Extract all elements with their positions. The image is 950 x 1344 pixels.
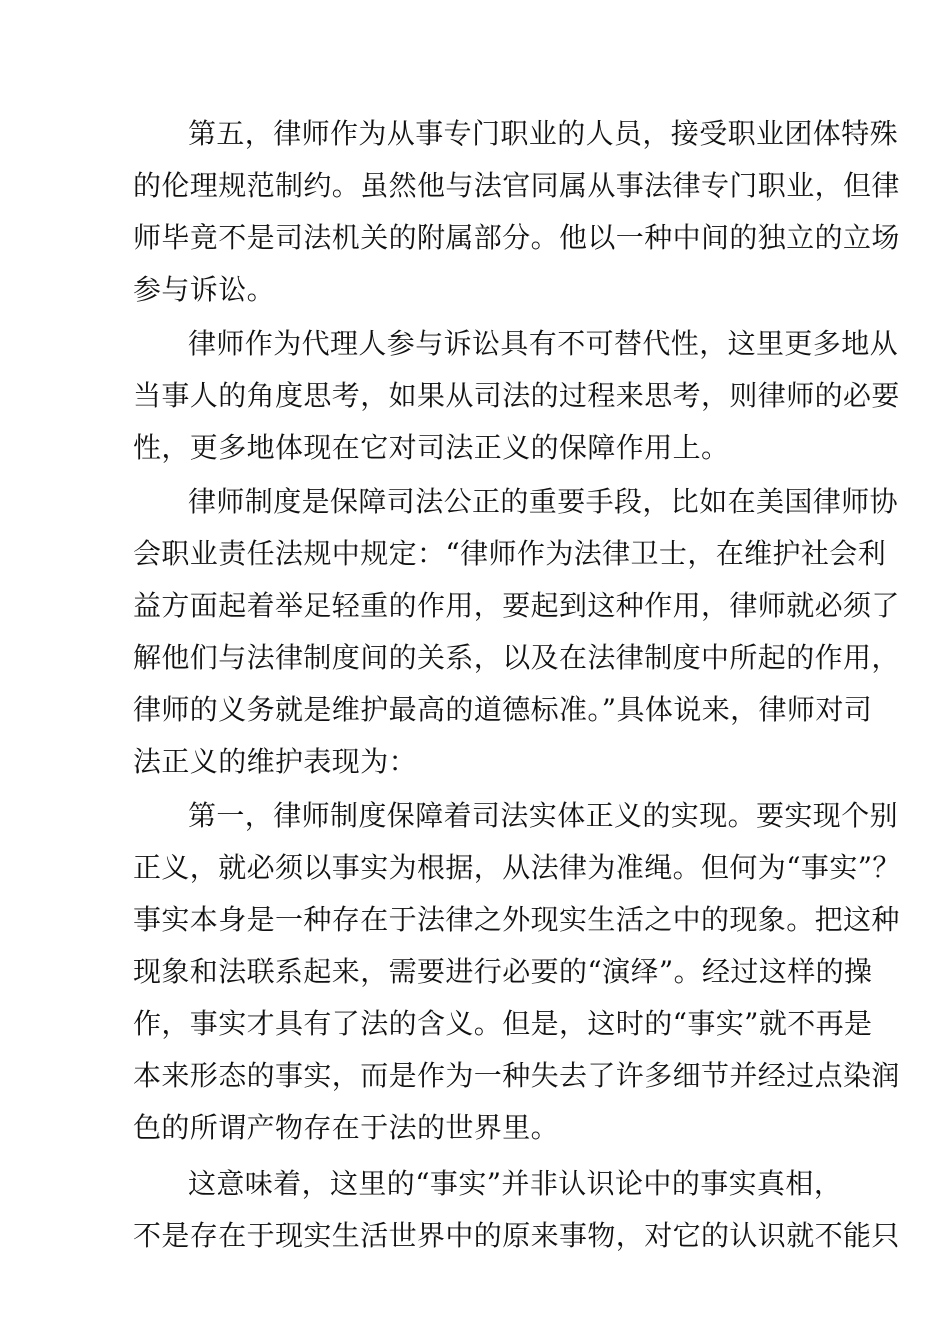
paragraph-2-line-1 <box>0 320 950 368</box>
text-line: 当事人的角度思考，如果从司法的过程来思考，则律师的必要 <box>133 379 900 412</box>
text-line: 益方面起着举足轻重的作用，要起到这种作用，律师就必须了 <box>133 589 900 622</box>
paragraph-4-line-7 <box>0 1104 950 1152</box>
text-line: 律师的义务就是维护最高的道德标准。”具体说来，律师对司 <box>133 693 873 726</box>
text-line: 性，更多地体现在它对司法正义的保障作用上。 <box>133 431 730 464</box>
paragraph-4-line-3 <box>0 896 950 944</box>
paragraph-4-line-1 <box>0 792 950 840</box>
text-line: 律师作为代理人参与诉讼具有不可替代性，这里更多地从 <box>188 327 899 360</box>
paragraph-1-line-3 <box>0 214 950 262</box>
paragraph-4-line-5 <box>0 1000 950 1048</box>
paragraph-3-line-3 <box>0 582 950 630</box>
text-line: 这意味着，这里的“事实”并非认识论中的事实真相， <box>188 1167 843 1200</box>
text-line: 事实本身是一种存在于法律之外现实生活之中的现象。把这种 <box>133 903 900 936</box>
text-line: 师毕竟不是司法机关的附属部分。他以一种中间的独立的立场 <box>133 221 900 254</box>
paragraph-2-line-2 <box>0 372 950 420</box>
text-line: 不是存在于现实生活世界中的原来事物，对它的认识就不能只 <box>133 1219 900 1252</box>
text-line: 本来形态的事实，而是作为一种失去了许多细节并经过点染润 <box>133 1059 900 1092</box>
text-line: 作，事实才具有了法的含义。但是，这时的“事实”就不再是 <box>133 1007 873 1040</box>
text-line: 会职业责任法规中规定：“律师作为法律卫士，在维护社会利 <box>133 537 887 570</box>
text-line: 的伦理规范制约。虽然他与法官同属从事法律专门职业，但律 <box>133 169 900 202</box>
text-line: 法正义的维护表现为： <box>133 745 418 778</box>
text-line: 色的所谓产物存在于法的世界里。 <box>133 1111 560 1144</box>
paragraph-3-line-2 <box>0 530 950 578</box>
paragraph-5-line-2 <box>0 1212 950 1260</box>
paragraph-3-line-1 <box>0 478 950 526</box>
text-line: 解他们与法律制度间的关系，以及在法律制度中所起的作用， <box>133 641 900 674</box>
paragraph-3-line-4 <box>0 634 950 682</box>
paragraph-1-line-2 <box>0 162 950 210</box>
text-line: 律师制度是保障司法公正的重要手段，比如在美国律师协 <box>188 485 899 518</box>
text-line: 第一，律师制度保障着司法实体正义的实现。要实现个别 <box>188 799 899 832</box>
text-line: 现象和法联系起来，需要进行必要的“演绎”。经过这样的操 <box>133 955 873 988</box>
paragraph-1-line-4 <box>0 266 950 314</box>
text-line: 第五，律师作为从事专门职业的人员，接受职业团体特殊 <box>188 117 899 150</box>
text-line: 参与诉讼。 <box>133 273 276 306</box>
paragraph-4-line-6 <box>0 1052 950 1100</box>
paragraph-3-line-5 <box>0 686 950 734</box>
paragraph-4-line-2 <box>0 844 950 892</box>
paragraph-4-line-4 <box>0 948 950 996</box>
paragraph-3-line-6 <box>0 738 950 786</box>
paragraph-5-line-1 <box>0 1160 950 1208</box>
paragraph-2-line-3 <box>0 424 950 472</box>
text-line: 正义，就必须以事实为根据，从法律为准绳。但何为“事实”？ <box>133 851 901 884</box>
paragraph-1-line-1 <box>0 110 950 158</box>
